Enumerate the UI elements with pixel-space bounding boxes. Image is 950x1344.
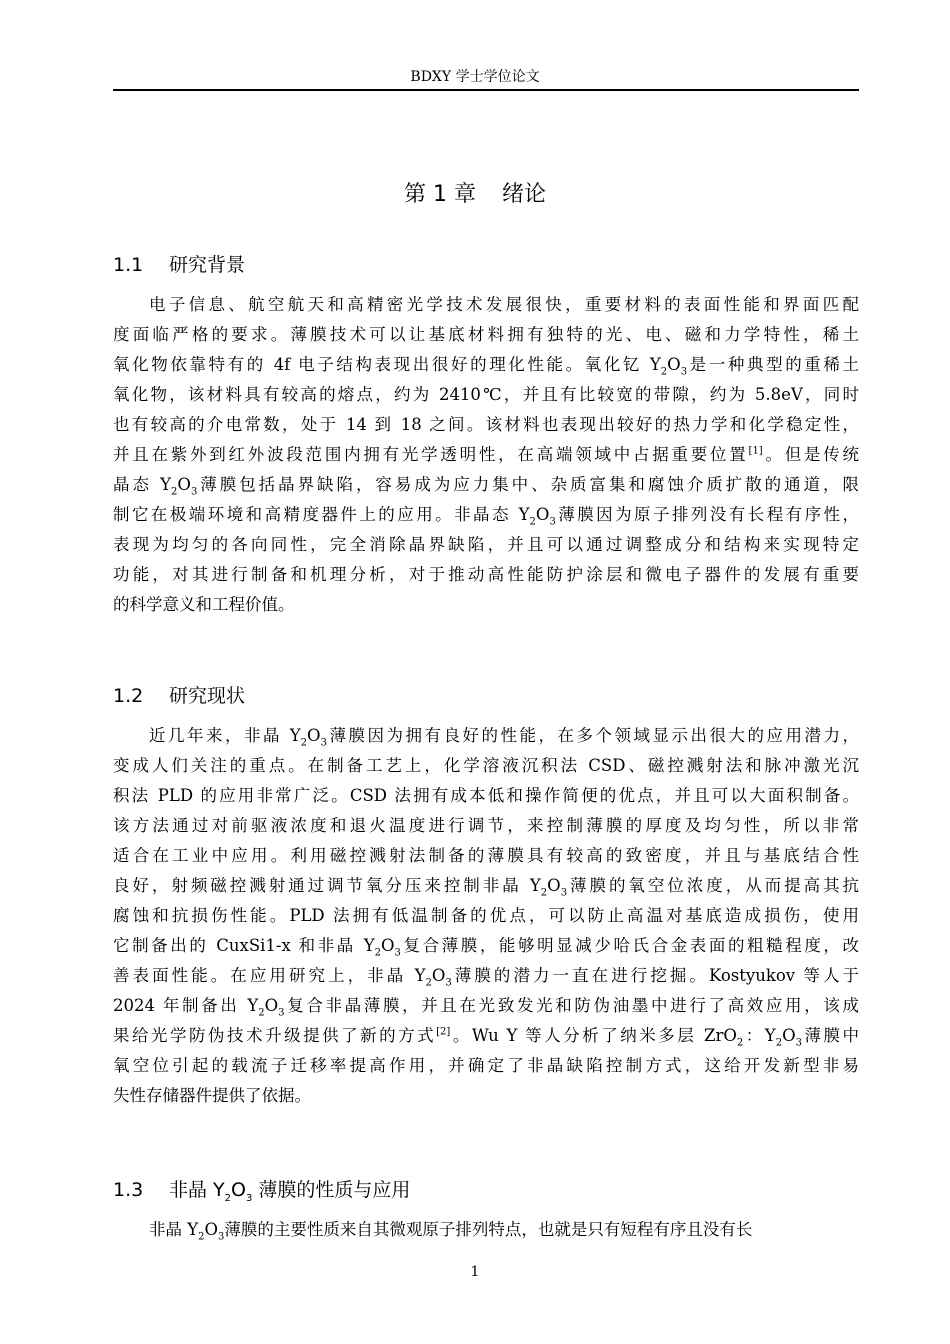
subscript: 3 xyxy=(320,737,327,749)
subscript: 2 xyxy=(660,366,668,378)
subscript: 2 xyxy=(540,887,548,899)
text-run: 薄膜包括晶界缺陷，容易成为应力集中、杂质富集和腐蚀介质扩散的通道，限 xyxy=(197,475,860,494)
text-line xyxy=(113,781,859,811)
subscript: 3 xyxy=(190,486,198,498)
text-run: 变成人们关注的重点。在制备工艺上，化学溶液沉积法 CSD、磁控溅射法和脉冲激光沉 xyxy=(113,756,859,775)
text-line xyxy=(113,1051,859,1081)
text-line xyxy=(113,871,859,901)
paragraph-research-background xyxy=(113,290,859,620)
page-number: 1 xyxy=(470,1264,480,1280)
subscript: 2 xyxy=(775,1037,783,1049)
text-run: 。Wu Y 等人分析了纳米多层 ZrO xyxy=(450,1026,737,1045)
subscript: 3 xyxy=(560,887,568,899)
subscript: 2 xyxy=(425,977,432,989)
text-line xyxy=(113,931,859,961)
text-run: 薄膜的潜力一直在进行挖掘。Kostyukov 等人于 xyxy=(451,966,859,985)
text-line xyxy=(113,1215,859,1245)
text-run: 失性存储器件提供了依据。 xyxy=(113,1086,311,1105)
paragraph-research-status xyxy=(113,721,859,1111)
text-run: 复合非晶薄膜，并且在光致发光和防伪油墨中进行了高效应用，该成 xyxy=(284,996,859,1015)
subscript: 2 xyxy=(736,1037,744,1049)
chapter-number: 第 1 章 xyxy=(404,182,476,207)
text-run: 该方法通过对前驱液浓度和退火温度进行调节，来控制薄膜的厚度及均匀性，所以非常 xyxy=(113,816,859,835)
text-run: O xyxy=(231,1179,246,1201)
subscript: 3 xyxy=(680,366,688,378)
text-run: 晶态 Y xyxy=(113,475,172,494)
text-run: 氧化物依靠特有的 4f 电子结构表现出很好的理化性能。氧化钇 Y xyxy=(113,355,661,374)
section-number: 1.1 xyxy=(113,254,144,276)
text-run: 非晶 Y xyxy=(169,1179,225,1201)
text-run: 薄膜的性质与应用 xyxy=(252,1179,411,1201)
section-title: 研究背景 xyxy=(169,254,246,276)
text-run: O xyxy=(535,505,550,524)
section-title xyxy=(169,1179,411,1204)
text-run: 是一种典型的重稀土 xyxy=(687,355,860,374)
text-run: O xyxy=(307,726,321,745)
text-line xyxy=(113,1081,859,1111)
text-run: 它制备出的 CuxSi1-x 和非晶 Y xyxy=(113,936,375,955)
paragraph-properties xyxy=(113,1215,859,1245)
running-header: BDXY 学士学位论文 xyxy=(410,69,540,85)
text-run: 复合薄膜，能够明显减少哈氏合金表面的粗糙程度，改 xyxy=(400,936,859,955)
text-line xyxy=(113,991,859,1021)
text-run: 良好，射频磁控溅射通过调节氧分压来控制非晶 Y xyxy=(113,876,541,895)
text-line xyxy=(113,590,859,620)
text-line xyxy=(113,961,859,991)
section-heading xyxy=(113,252,245,278)
text-line xyxy=(113,380,859,410)
subscript: 3 xyxy=(795,1037,802,1049)
text-run: 电子信息、航空航天和高精密光学技术发展很快，重要材料的表面性能和界面匹配 xyxy=(149,295,859,314)
chapter-title: 绪论 xyxy=(501,182,546,207)
subscript: 2 xyxy=(300,737,308,749)
text-line xyxy=(113,841,859,871)
text-line xyxy=(113,901,859,931)
text-line xyxy=(113,1021,859,1051)
text-line xyxy=(113,320,859,350)
text-run: 2024 年制备出 Y xyxy=(113,996,259,1015)
text-line xyxy=(113,560,859,590)
text-run: 。但是传统 xyxy=(762,445,860,464)
text-run: 善表面性能。在应用研究上，非晶 Y xyxy=(113,966,426,985)
text-run: O xyxy=(204,1220,219,1239)
text-run: 适合在工业中应用。利用磁控溅射法制备的薄膜具有较高的致密度，并且与基底结合性 xyxy=(113,846,859,865)
section-number: 1.3 xyxy=(113,1179,144,1201)
text-run: 积法 PLD 的应用非常广泛。CSD 法拥有成本低和操作简便的优点，并且可以大面积制备。 xyxy=(113,786,859,805)
text-line xyxy=(113,530,859,560)
section-heading xyxy=(113,1177,410,1203)
text-run: 近几年来，非晶 Y xyxy=(149,726,301,745)
subscript: 3 xyxy=(218,1231,225,1243)
text-run: O xyxy=(380,936,395,955)
text-line xyxy=(113,350,859,380)
text-run: 薄膜的氧空位浓度，从而提高其抗 xyxy=(567,876,860,895)
text-run: O xyxy=(782,1026,796,1045)
subscript: 2 xyxy=(374,947,381,959)
text-line xyxy=(113,410,859,440)
text-run: 非晶 Y xyxy=(149,1220,199,1239)
subscript: 3 xyxy=(549,516,556,528)
subscript: 3 xyxy=(246,1192,253,1204)
text-run: 腐蚀和抗损伤性能。PLD 法拥有低温制备的优点，可以防止高温对基底造成损伤，使用 xyxy=(113,906,859,925)
text-run: 果给光学防伪技术升级提供了新的方式 xyxy=(113,1026,437,1045)
section-heading xyxy=(113,683,245,709)
text-run: O xyxy=(547,876,561,895)
subscript: 2 xyxy=(529,516,536,528)
text-run: O xyxy=(431,966,446,985)
section-number: 1.2 xyxy=(113,685,144,707)
text-run: 功能，对其进行制备和机理分析，对于推动高性能防护涂层和微电子器件的发展有重要 xyxy=(113,565,859,584)
text-run: O xyxy=(667,355,681,374)
text-line xyxy=(113,470,859,500)
chapter-heading xyxy=(0,180,950,210)
text-run: 薄膜因为拥有良好的性能，在多个领域显示出很大的应用潜力， xyxy=(326,726,859,745)
header-rule xyxy=(113,89,859,91)
text-run: 并且在紫外到红外波段范围内拥有光学透明性，在高端领域中占据重要位置 xyxy=(113,445,749,464)
text-run: 薄膜因为原子排列没有长程有序性， xyxy=(555,505,860,524)
subscript: 3 xyxy=(278,1007,285,1019)
citation: [1] xyxy=(748,445,763,457)
subscript: 2 xyxy=(258,1007,265,1019)
subscript: 3 xyxy=(445,977,452,989)
text-run: 薄膜中 xyxy=(801,1026,859,1045)
text-run: ：Y xyxy=(743,1026,776,1045)
text-line xyxy=(113,440,859,470)
section-title: 研究现状 xyxy=(169,685,246,707)
text-run: 也有较高的介电常数，处于 14 到 18 之间。该材料也表现出较好的热力学和化学稳定性， xyxy=(113,415,859,434)
text-run: 度面临严格的要求。薄膜技术可以让基底材料拥有独特的光、电、磁和力学特性，稀土 xyxy=(113,325,859,344)
text-run: 的科学意义和工程价值。 xyxy=(113,595,295,614)
text-run: 制它在极端环境和高精度器件上的应用。非晶态 Y xyxy=(113,505,530,524)
text-line xyxy=(113,500,859,530)
text-line xyxy=(113,811,859,841)
subscript: 2 xyxy=(171,486,178,498)
text-run: 氧空位引起的载流子迁移率提高作用，并确定了非晶缺陷控制方式，这给开发新型非易 xyxy=(113,1056,859,1075)
text-line xyxy=(113,751,859,781)
text-run: O xyxy=(264,996,279,1015)
text-run: O xyxy=(177,475,191,494)
subscript: 2 xyxy=(224,1192,232,1204)
text-run: 表现为均匀的各向同性，完全消除晶界缺陷，并且可以通过调整成分和结构来实现特定 xyxy=(113,535,859,554)
text-line xyxy=(113,290,859,320)
text-line xyxy=(113,721,859,751)
text-run: 氧化物，该材料具有较高的熔点，约为 2410℃，并且有比较宽的带隙，约为 5.8eV，同时 xyxy=(113,385,859,404)
citation: [2] xyxy=(436,1026,451,1038)
subscript: 3 xyxy=(394,947,401,959)
subscript: 2 xyxy=(198,1231,205,1243)
text-run: 薄膜的主要性质来自其微观原子排列特点，也就是只有短程有序且没有长 xyxy=(224,1220,753,1239)
